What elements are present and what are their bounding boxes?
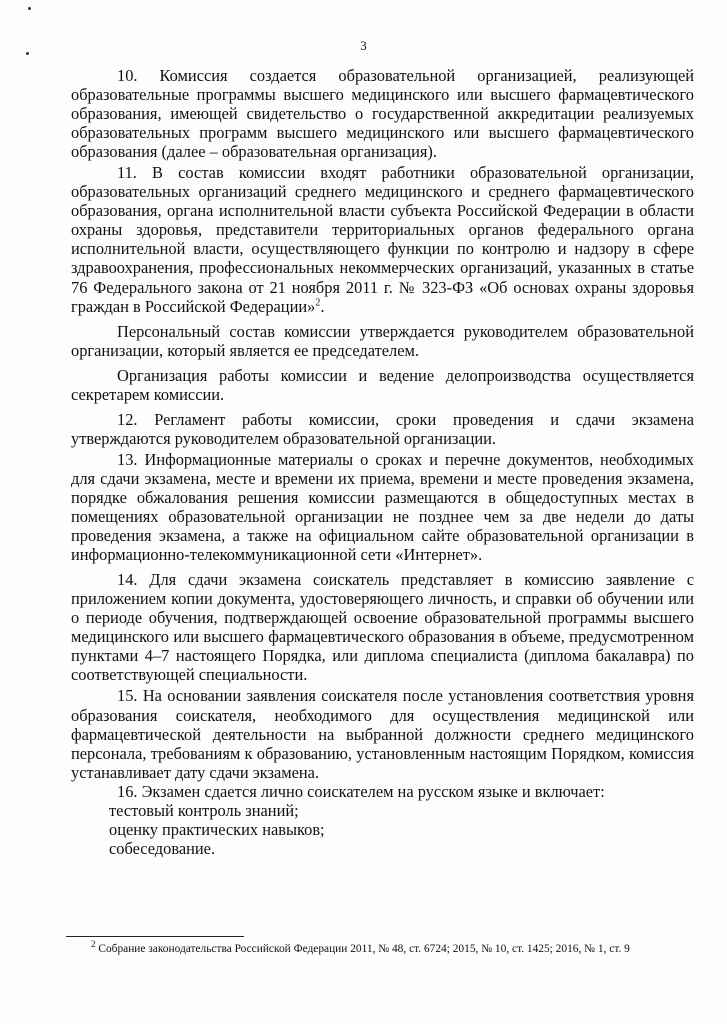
document-body (71, 66, 694, 858)
paragraph-16: 16. Экзамен сдается лично соискателем на русском языке и включает: (117, 781, 605, 801)
footnote-divider (66, 936, 244, 937)
exam-part-item: оценку практических навыков; (109, 819, 325, 839)
paragraph-14: 14. Для сдачи экзамена соискатель представляет в комиссию заявление с приложением копии документа, удостоверяющего личность, и справки об обучении или о периоде обучения, подтверждающей освоение образовательной программы высшего медицинского или высшего фармацевтического образования в объеме, предусмотренном пунктами 4–7 настоящего Порядка, или диплома специалиста (диплома бакалавра) по соответствующей специальности. (71, 570, 694, 685)
paragraph-13: 13. Информационные материалы о сроках и перечне документов, необходимых для сдачи экзамена, месте и времени их приема, времени и месте проведения экзамена, порядке обжалования решения комиссии размещаются в общедоступных местах в помещениях образовательной организации не позднее чем за две недели до даты проведения экзамена, а также на официальном сайте образовательной организации в информационно-телекоммуникационной сети «Интернет». (71, 449, 694, 565)
scan-speck (28, 7, 31, 10)
paragraph-15: 15. На основании заявления соискателя после установления соответствия уровня образования соискателя, необходимого для осуществления медицинской или фармацевтической деятельности на выбранной должности среднего медицинского персонала, требованиям к образованию, установленным настоящим Порядком, комиссия устанавливает дату сдачи экзамена. (71, 686, 694, 782)
footnote (91, 939, 711, 956)
paragraph-11-text: 11. В состав комиссии входят работники образовательной организации, образовательных организаций среднего медицинского и среднего фармацевтического образования, органа исполнительной власти субъекта Российской Федерации в области охраны здоровья, представители территориальных органов федерального органа исполнительной власти, осуществляющего функции по контролю и надзору в сфере здравоохранения, профессиональных некоммерческих организаций, указанных в статье 76 Федерального закона от 21 ноября 2011 г. № 323-ФЗ «Об основах охраны здоровья граждан в Российской Федерации» (71, 163, 694, 316)
footnote-reference: 2 (315, 297, 321, 309)
paragraph-11-ending: . (320, 296, 325, 316)
exam-part-item: собеседование. (109, 838, 216, 858)
exam-part-item: тестовый контроль знаний; (109, 800, 299, 820)
page-number: 3 (360, 38, 367, 53)
paragraph-11 (71, 163, 694, 315)
paragraph-12: 12. Регламент работы комиссии, сроки проведения и сдачи экзамена утверждаются руководителем образовательной организации. (71, 409, 694, 448)
paragraph-composition: Персональный состав комиссии утверждается руководителем образовательной организации, который является ее председателем. (71, 321, 694, 360)
footnote-marker: 2 (91, 939, 96, 950)
paragraph-organization: Организация работы комиссии и ведение делопроизводства осуществляется секретарем комиссии. (71, 365, 694, 404)
paragraph-10: 10. Комиссия создается образовательной организацией, реализующей образовательные программы высшего медицинского или высшего фармацевтического образования, имеющей свидетельство о государственной аккредитации реализуемых образовательных программ высшего медицинского или высшего фармацевтического образования (далее – образовательная организация). (71, 66, 694, 162)
footnote-text: Собрание законодательства Российской Федерации 2011, № 48, ст. 6724; 2015, № 10, ст. 1425; 2016, № 1, ст. 9 (98, 943, 630, 955)
